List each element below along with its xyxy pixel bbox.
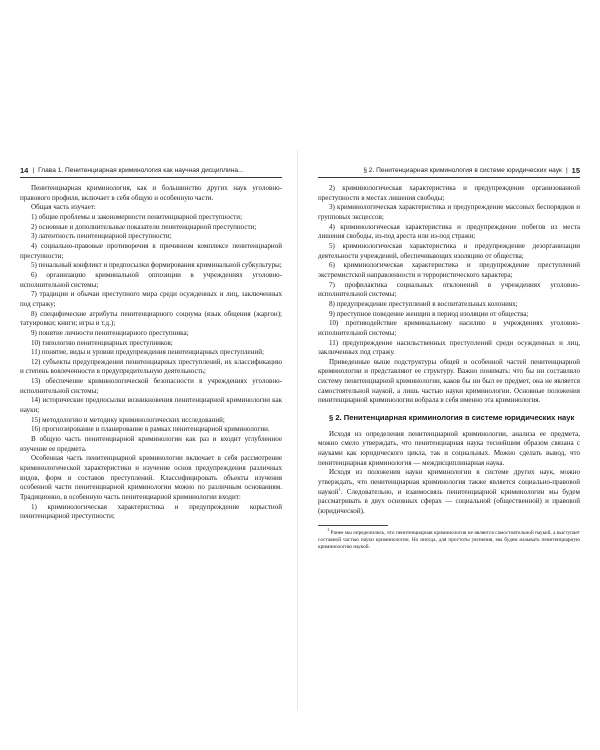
paragraph: 7) традиции и обычаи преступного мира среди осужденных и лиц, заключенных под стражу; [20,290,282,308]
left-page [20,165,282,522]
footnote-number: 1 [327,526,330,532]
paragraph: 10) противодействие криминальному насилию в учреждениях уголовно-исполнительной системы; [318,319,580,337]
paragraph: 7) профилактика социальных отклонений в учреждениях уголовно-исполнительной системы; [318,280,580,299]
paragraph: 15) методологию и методику криминологических исследований; [31,415,225,424]
running-head-separator: | [32,166,35,174]
paragraph: 11) предупреждение насильственных преступлений среди осужденных и лиц, заключенных под стражу. [318,338,580,357]
running-head-separator: | [565,166,568,174]
footnote [318,526,580,552]
right-running-head [318,165,580,178]
footnote-text: Ранее мы определились, что пенитенциарная криминология не является самостоятельной наукой, а выступает составной частью науки криминологии. Но иногда, для простоты уяснения, мы будем называть пенитенциарную криминологию наукой. [318,529,580,550]
footnote-reference[interactable]: 1 [338,486,341,492]
left-page-body [20,184,282,522]
footnote-divider [318,525,388,526]
paragraph: 8) специфические атрибуты пенитенциарного социума (язык общения (жаргон); татуировки; книги; игры и т.д.); [20,309,282,328]
paragraph: Исходя из определения пенитенциарной криминологии, анализа ее предмета, можно смело утверждать, что пенитенциарная наука теснейшим образом связана с науками как юридического цикла, так и социальных. Можно сделать вывод, что пенитенциарная криминология — междисциплинарная наука. [318,429,580,467]
paragraph: Приведенные выше подструктуры общей и особенной частей пенитенциарной криминологии и представляют ее структуру. Важно понимать: что бы ни составляло систему пенитенциарной криминологии, каков бы ни был ее предмет, она не является самостоятельной наукой, а лишь частью науки криминологии. Основные положения пенитенциарной криминологии вобрала в себя именно эта криминология. [318,357,580,405]
paragraph: 12) субъекты предупреждения пенитенциарных преступлений, их классификацию и степень вовлеченности в предупредительную деятельность; [20,357,282,376]
paragraph: 1) криминологическая характеристика и предупреждение корыстной пенитенциарной преступности; [20,502,282,521]
paragraph [318,468,580,516]
paragraph: 11) понятие, виды и уровни предупреждения пенитенциарных преступлений; [31,348,264,357]
right-page-body [318,184,580,406]
paragraph: 4) социально-правовые противоречия в причинном комплексе пенитенциарной преступности; [20,241,282,260]
left-running-head [20,165,282,178]
section-heading: § 2. Пенитенциарная криминология в системе юридических наук [329,413,575,423]
paragraph: 8) предупреждение преступлений в воспитательных колониях; [329,299,518,308]
paragraph: В общую часть пенитенциарной криминологии как раз и входит углубленное изучение ее предмета. [20,435,282,453]
paragraph: 6) организацию криминальной оппозиции в учреждениях уголовно-исполнительной системы; [20,270,282,289]
paragraph: Пенитенциарная криминология, как и большинство других наук уголовно-правового профиля, включает в себя общую и особенную части. [20,184,282,202]
paragraph: 14) исторические предпосылки возникновения пенитенциарной криминологии как науки; [20,396,282,415]
right-page [318,165,580,551]
gutter [297,150,298,710]
paragraph: 16) прогнозирование и планирование в рамках пенитенциарной криминологии. [31,425,270,434]
paragraph: 13) обеспечение криминологической безопасности в учреждениях уголовно-исполнительной системы; [20,377,282,395]
right-page-number: 15 [571,165,580,175]
paragraph-text: Исходя из положения науки криминологии в системе других наук, можно утверждать, что пенитенциарная криминология также является социально-правовой наукой [318,468,580,496]
paragraph: 6) криминологическая характеристика и предупреждение преступлений экстремистской направленности и террористического характера; [318,261,580,279]
paragraph: 5) пенальный конфликт и предпосылки формирования криминальной субкультуры; [31,261,282,270]
paragraph: 9) преступное поведение женщин в период изоляции от общества; [329,309,529,318]
right-running-head-title: § 2. Пенитенциарная криминология в системе юридических наук [363,166,562,174]
paragraph: 10) типологию пенитенциарных преступников; [31,338,173,347]
right-page-body-continued [318,430,580,469]
paragraph: 1) общие проблемы и закономерности пенитенциарной преступности; [31,212,243,221]
left-running-head-title: Глава 1. Пенитенциарная криминология как научная дисциплина... [38,166,244,174]
paragraph: 4) криминологическая характеристика и предупреждение побегов из места лишения свободы, из-под ареста или из-под стражи; [318,222,580,241]
paragraph: 3) латентность пенитенциарной преступности; [31,232,172,241]
left-page-number: 14 [20,165,29,175]
paragraph: 5) криминологическая характеристика и предупреждение дезорганизации деятельности учреждений, обеспечивающих изоляцию от общества; [318,241,580,260]
paragraph: 2) основные и дополнительные показатели пенитенциарной преступности; [31,222,257,231]
paragraph: 3) криминологическая характеристика и предупреждение массовых беспорядков и групповых эксцессов; [318,203,580,221]
paragraph: Особенная часть пенитенциарной криминологии включает в себя рассмотрение криминологической характеристики и изучение основ предупреждения различных видов, форм и составов преступлений. Классифицировать объекты изучения особенной части пенитенциарной криминологии можно по различным основаниям. Традиционно, в особенную часть пенитенциарной криминологии входит: [20,454,282,501]
paragraph: 9) понятие личности пенитенциарного преступника; [31,328,189,337]
paragraph: 2) криминологическая характеристика и предупреждение организованной преступности в местах лишения свободы; [318,184,580,202]
paragraph-text: . Следовательно, и взаимосвязь пенитенциарной криминологии мы будем рассматривать в двух основных сферах — социальной (общественной) и правовой (юридической). [318,487,580,515]
paragraph: Общая часть изучает: [31,203,96,212]
